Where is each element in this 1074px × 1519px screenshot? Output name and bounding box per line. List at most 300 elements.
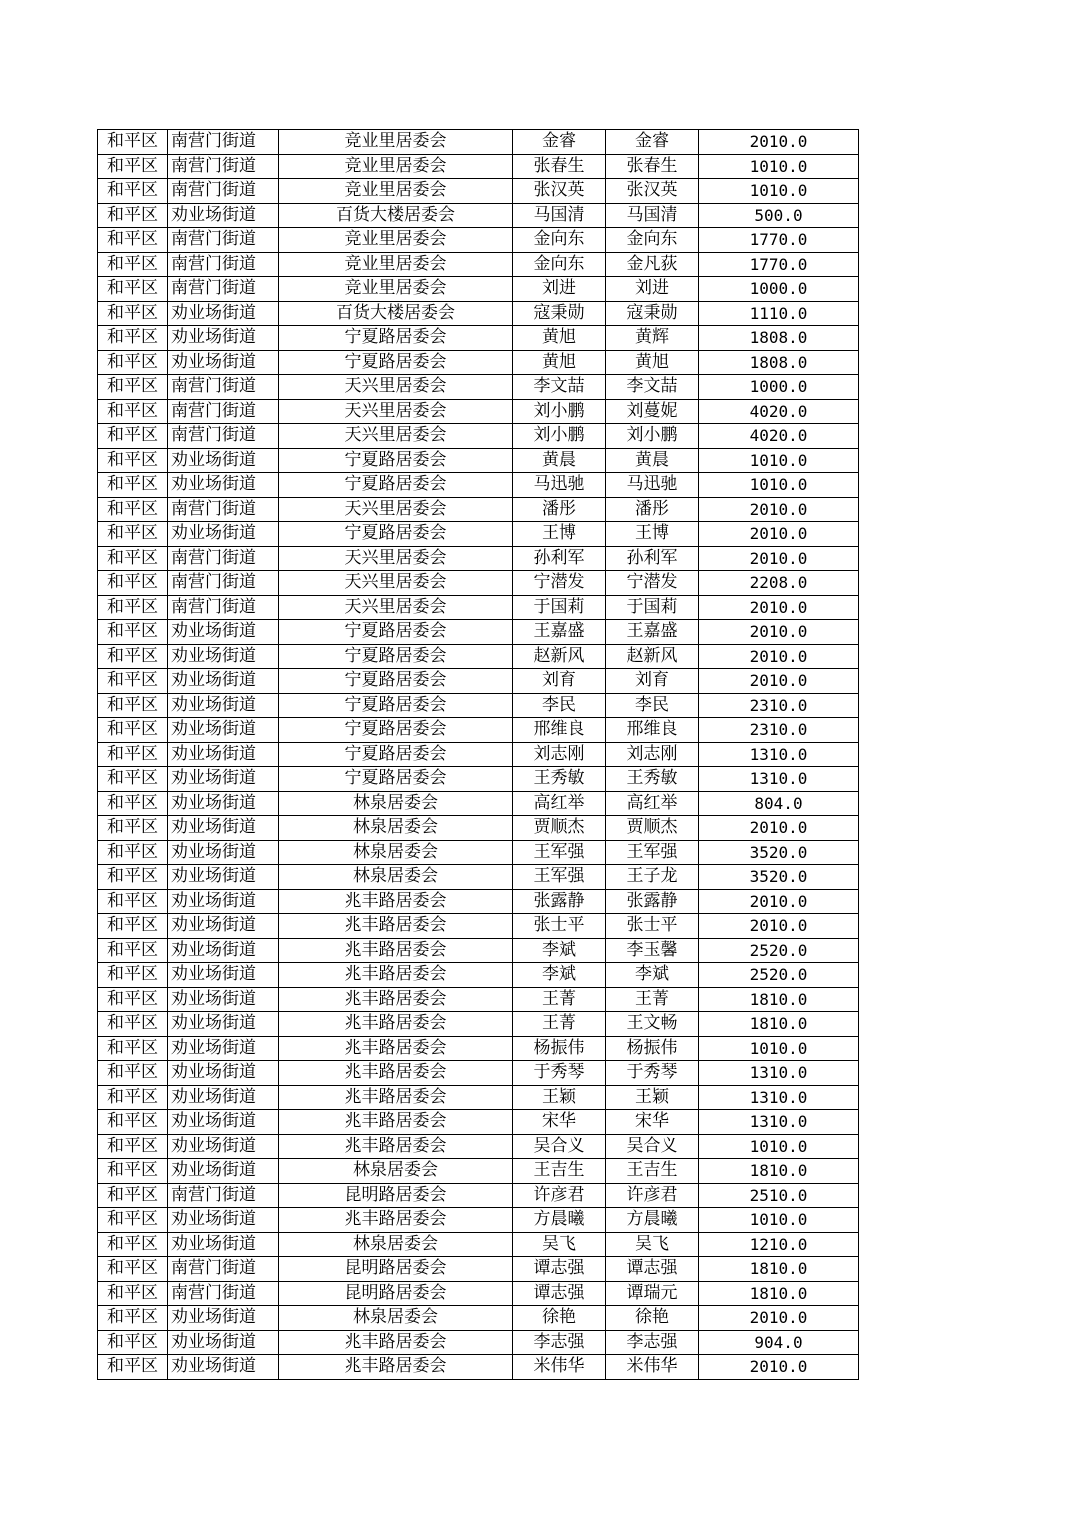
street-cell: 南营门街道 bbox=[168, 154, 279, 179]
household-head-cell: 张露静 bbox=[513, 889, 606, 914]
district-cell: 和平区 bbox=[98, 424, 168, 449]
street-cell: 劝业场街道 bbox=[168, 1232, 279, 1257]
street-cell: 劝业场街道 bbox=[168, 1012, 279, 1037]
table-row bbox=[98, 1281, 859, 1306]
table-row bbox=[98, 1159, 859, 1184]
household-head-cell: 谭志强 bbox=[513, 1281, 606, 1306]
street-cell: 劝业场街道 bbox=[168, 326, 279, 351]
member-name-cell: 马国清 bbox=[606, 203, 699, 228]
household-head-cell: 刘小鹏 bbox=[513, 399, 606, 424]
member-name-cell: 于国莉 bbox=[606, 595, 699, 620]
table-row bbox=[98, 693, 859, 718]
member-name-cell: 黄旭 bbox=[606, 350, 699, 375]
amount-cell: 2010.0 bbox=[699, 497, 859, 522]
street-cell: 劝业场街道 bbox=[168, 1208, 279, 1233]
street-cell: 南营门街道 bbox=[168, 375, 279, 400]
table-row bbox=[98, 1208, 859, 1233]
member-name-cell: 刘进 bbox=[606, 277, 699, 302]
table-row bbox=[98, 130, 859, 155]
household-head-cell: 吴合义 bbox=[513, 1134, 606, 1159]
committee-cell: 天兴里居委会 bbox=[279, 546, 513, 571]
district-cell: 和平区 bbox=[98, 767, 168, 792]
committee-cell: 宁夏路居委会 bbox=[279, 767, 513, 792]
committee-cell: 昆明路居委会 bbox=[279, 1281, 513, 1306]
table-row bbox=[98, 816, 859, 841]
committee-cell: 林泉居委会 bbox=[279, 840, 513, 865]
street-cell: 劝业场街道 bbox=[168, 301, 279, 326]
household-head-cell: 王菁 bbox=[513, 987, 606, 1012]
committee-cell: 兆丰路居委会 bbox=[279, 938, 513, 963]
household-head-cell: 王博 bbox=[513, 522, 606, 547]
household-head-cell: 张春生 bbox=[513, 154, 606, 179]
committee-cell: 天兴里居委会 bbox=[279, 497, 513, 522]
table-row bbox=[98, 742, 859, 767]
amount-cell: 804.0 bbox=[699, 791, 859, 816]
amount-cell: 2520.0 bbox=[699, 963, 859, 988]
amount-cell: 2010.0 bbox=[699, 1306, 859, 1331]
amount-cell: 3520.0 bbox=[699, 865, 859, 890]
amount-cell: 3520.0 bbox=[699, 840, 859, 865]
committee-cell: 昆明路居委会 bbox=[279, 1183, 513, 1208]
committee-cell: 天兴里居委会 bbox=[279, 375, 513, 400]
committee-cell: 林泉居委会 bbox=[279, 1232, 513, 1257]
committee-cell: 兆丰路居委会 bbox=[279, 1134, 513, 1159]
table-row bbox=[98, 179, 859, 204]
committee-cell: 宁夏路居委会 bbox=[279, 693, 513, 718]
amount-cell: 2010.0 bbox=[699, 546, 859, 571]
table-row bbox=[98, 669, 859, 694]
household-head-cell: 李斌 bbox=[513, 938, 606, 963]
amount-cell: 1810.0 bbox=[699, 1257, 859, 1282]
amount-cell: 2310.0 bbox=[699, 718, 859, 743]
district-cell: 和平区 bbox=[98, 1208, 168, 1233]
member-name-cell: 王文畅 bbox=[606, 1012, 699, 1037]
table-row bbox=[98, 571, 859, 596]
member-name-cell: 于秀琴 bbox=[606, 1061, 699, 1086]
member-name-cell: 高红举 bbox=[606, 791, 699, 816]
street-cell: 劝业场街道 bbox=[168, 840, 279, 865]
household-head-cell: 潘彤 bbox=[513, 497, 606, 522]
district-cell: 和平区 bbox=[98, 1232, 168, 1257]
amount-cell: 1310.0 bbox=[699, 767, 859, 792]
district-cell: 和平区 bbox=[98, 1306, 168, 1331]
member-name-cell: 王子龙 bbox=[606, 865, 699, 890]
district-cell: 和平区 bbox=[98, 1183, 168, 1208]
table-row bbox=[98, 1085, 859, 1110]
street-cell: 南营门街道 bbox=[168, 130, 279, 155]
committee-cell: 兆丰路居委会 bbox=[279, 1355, 513, 1380]
household-head-cell: 许彦君 bbox=[513, 1183, 606, 1208]
street-cell: 劝业场街道 bbox=[168, 987, 279, 1012]
amount-cell: 1010.0 bbox=[699, 1036, 859, 1061]
street-cell: 劝业场街道 bbox=[168, 1355, 279, 1380]
household-head-cell: 于国莉 bbox=[513, 595, 606, 620]
committee-cell: 天兴里居委会 bbox=[279, 399, 513, 424]
district-cell: 和平区 bbox=[98, 571, 168, 596]
district-cell: 和平区 bbox=[98, 791, 168, 816]
household-head-cell: 米伟华 bbox=[513, 1355, 606, 1380]
member-name-cell: 刘育 bbox=[606, 669, 699, 694]
member-name-cell: 金向东 bbox=[606, 228, 699, 253]
member-name-cell: 王秀敏 bbox=[606, 767, 699, 792]
household-head-cell: 于秀琴 bbox=[513, 1061, 606, 1086]
committee-cell: 宁夏路居委会 bbox=[279, 326, 513, 351]
household-head-cell: 吴飞 bbox=[513, 1232, 606, 1257]
member-name-cell: 徐艳 bbox=[606, 1306, 699, 1331]
district-cell: 和平区 bbox=[98, 326, 168, 351]
household-head-cell: 赵新风 bbox=[513, 644, 606, 669]
committee-cell: 竞业里居委会 bbox=[279, 154, 513, 179]
table-row bbox=[98, 473, 859, 498]
committee-cell: 兆丰路居委会 bbox=[279, 1012, 513, 1037]
member-name-cell: 宋华 bbox=[606, 1110, 699, 1135]
district-cell: 和平区 bbox=[98, 179, 168, 204]
street-cell: 劝业场街道 bbox=[168, 1110, 279, 1135]
amount-cell: 1010.0 bbox=[699, 473, 859, 498]
street-cell: 劝业场街道 bbox=[168, 914, 279, 939]
committee-cell: 竞业里居委会 bbox=[279, 277, 513, 302]
street-cell: 南营门街道 bbox=[168, 1281, 279, 1306]
member-name-cell: 贾顺杰 bbox=[606, 816, 699, 841]
amount-cell: 2208.0 bbox=[699, 571, 859, 596]
amount-cell: 1000.0 bbox=[699, 375, 859, 400]
member-name-cell: 赵新风 bbox=[606, 644, 699, 669]
amount-cell: 2010.0 bbox=[699, 522, 859, 547]
table-row bbox=[98, 938, 859, 963]
street-cell: 劝业场街道 bbox=[168, 791, 279, 816]
street-cell: 南营门街道 bbox=[168, 252, 279, 277]
district-cell: 和平区 bbox=[98, 938, 168, 963]
amount-cell: 2510.0 bbox=[699, 1183, 859, 1208]
amount-cell: 2010.0 bbox=[699, 669, 859, 694]
street-cell: 劝业场街道 bbox=[168, 889, 279, 914]
district-cell: 和平区 bbox=[98, 595, 168, 620]
district-cell: 和平区 bbox=[98, 669, 168, 694]
table-row bbox=[98, 424, 859, 449]
household-head-cell: 邢维良 bbox=[513, 718, 606, 743]
table-row bbox=[98, 546, 859, 571]
amount-cell: 2010.0 bbox=[699, 595, 859, 620]
household-head-cell: 王嘉盛 bbox=[513, 620, 606, 645]
member-name-cell: 张露静 bbox=[606, 889, 699, 914]
amount-cell: 2010.0 bbox=[699, 620, 859, 645]
household-head-cell: 王颖 bbox=[513, 1085, 606, 1110]
member-name-cell: 米伟华 bbox=[606, 1355, 699, 1380]
committee-cell: 宁夏路居委会 bbox=[279, 522, 513, 547]
district-cell: 和平区 bbox=[98, 693, 168, 718]
street-cell: 劝业场街道 bbox=[168, 1134, 279, 1159]
member-name-cell: 张士平 bbox=[606, 914, 699, 939]
household-head-cell: 徐艳 bbox=[513, 1306, 606, 1331]
district-cell: 和平区 bbox=[98, 914, 168, 939]
member-name-cell: 张汉英 bbox=[606, 179, 699, 204]
committee-cell: 竞业里居委会 bbox=[279, 179, 513, 204]
street-cell: 劝业场街道 bbox=[168, 620, 279, 645]
street-cell: 劝业场街道 bbox=[168, 865, 279, 890]
street-cell: 南营门街道 bbox=[168, 424, 279, 449]
member-name-cell: 刘小鹏 bbox=[606, 424, 699, 449]
table-row bbox=[98, 1036, 859, 1061]
district-cell: 和平区 bbox=[98, 301, 168, 326]
household-head-cell: 贾顺杰 bbox=[513, 816, 606, 841]
household-head-cell: 马国清 bbox=[513, 203, 606, 228]
household-head-cell: 黄旭 bbox=[513, 350, 606, 375]
street-cell: 劝业场街道 bbox=[168, 448, 279, 473]
street-cell: 南营门街道 bbox=[168, 546, 279, 571]
district-cell: 和平区 bbox=[98, 987, 168, 1012]
district-cell: 和平区 bbox=[98, 130, 168, 155]
committee-cell: 宁夏路居委会 bbox=[279, 718, 513, 743]
committee-cell: 兆丰路居委会 bbox=[279, 1110, 513, 1135]
committee-cell: 百货大楼居委会 bbox=[279, 301, 513, 326]
member-name-cell: 许彦君 bbox=[606, 1183, 699, 1208]
district-cell: 和平区 bbox=[98, 644, 168, 669]
table-row bbox=[98, 1012, 859, 1037]
household-head-cell: 王菁 bbox=[513, 1012, 606, 1037]
committee-cell: 宁夏路居委会 bbox=[279, 620, 513, 645]
committee-cell: 林泉居委会 bbox=[279, 816, 513, 841]
amount-cell: 1010.0 bbox=[699, 1208, 859, 1233]
amount-cell: 1310.0 bbox=[699, 1085, 859, 1110]
member-name-cell: 李民 bbox=[606, 693, 699, 718]
committee-cell: 天兴里居委会 bbox=[279, 595, 513, 620]
committee-cell: 宁夏路居委会 bbox=[279, 742, 513, 767]
street-cell: 南营门街道 bbox=[168, 399, 279, 424]
committee-cell: 兆丰路居委会 bbox=[279, 987, 513, 1012]
member-name-cell: 李志强 bbox=[606, 1330, 699, 1355]
amount-cell: 1310.0 bbox=[699, 1061, 859, 1086]
committee-cell: 兆丰路居委会 bbox=[279, 889, 513, 914]
amount-cell: 1810.0 bbox=[699, 987, 859, 1012]
table-row bbox=[98, 620, 859, 645]
district-cell: 和平区 bbox=[98, 350, 168, 375]
member-name-cell: 李斌 bbox=[606, 963, 699, 988]
street-cell: 劝业场街道 bbox=[168, 1061, 279, 1086]
street-cell: 劝业场街道 bbox=[168, 203, 279, 228]
district-cell: 和平区 bbox=[98, 1281, 168, 1306]
member-name-cell: 潘彤 bbox=[606, 497, 699, 522]
amount-cell: 1810.0 bbox=[699, 1281, 859, 1306]
amount-cell: 1000.0 bbox=[699, 277, 859, 302]
member-name-cell: 王军强 bbox=[606, 840, 699, 865]
table-row bbox=[98, 522, 859, 547]
amount-cell: 1010.0 bbox=[699, 179, 859, 204]
district-cell: 和平区 bbox=[98, 228, 168, 253]
street-cell: 劝业场街道 bbox=[168, 938, 279, 963]
district-cell: 和平区 bbox=[98, 963, 168, 988]
amount-cell: 500.0 bbox=[699, 203, 859, 228]
amount-cell: 2010.0 bbox=[699, 1355, 859, 1380]
table-row bbox=[98, 1110, 859, 1135]
table-row bbox=[98, 865, 859, 890]
district-cell: 和平区 bbox=[98, 1012, 168, 1037]
amount-cell: 1810.0 bbox=[699, 1012, 859, 1037]
household-head-cell: 王军强 bbox=[513, 840, 606, 865]
amount-cell: 2010.0 bbox=[699, 816, 859, 841]
amount-cell: 1310.0 bbox=[699, 742, 859, 767]
member-name-cell: 王吉生 bbox=[606, 1159, 699, 1184]
amount-cell: 1808.0 bbox=[699, 326, 859, 351]
member-name-cell: 王嘉盛 bbox=[606, 620, 699, 645]
committee-cell: 天兴里居委会 bbox=[279, 571, 513, 596]
street-cell: 劝业场街道 bbox=[168, 1306, 279, 1331]
table-row bbox=[98, 1183, 859, 1208]
district-cell: 和平区 bbox=[98, 1036, 168, 1061]
member-name-cell: 黄晨 bbox=[606, 448, 699, 473]
street-cell: 劝业场街道 bbox=[168, 1159, 279, 1184]
member-name-cell: 杨振伟 bbox=[606, 1036, 699, 1061]
district-cell: 和平区 bbox=[98, 1159, 168, 1184]
committee-cell: 宁夏路居委会 bbox=[279, 473, 513, 498]
table-row bbox=[98, 1061, 859, 1086]
committee-cell: 竞业里居委会 bbox=[279, 252, 513, 277]
amount-cell: 2520.0 bbox=[699, 938, 859, 963]
household-head-cell: 谭志强 bbox=[513, 1257, 606, 1282]
district-cell: 和平区 bbox=[98, 718, 168, 743]
household-head-cell: 金向东 bbox=[513, 252, 606, 277]
committee-cell: 宁夏路居委会 bbox=[279, 448, 513, 473]
table-row bbox=[98, 326, 859, 351]
table-row bbox=[98, 963, 859, 988]
district-cell: 和平区 bbox=[98, 1257, 168, 1282]
amount-cell: 4020.0 bbox=[699, 399, 859, 424]
street-cell: 劝业场街道 bbox=[168, 718, 279, 743]
table-row bbox=[98, 350, 859, 375]
table-row bbox=[98, 595, 859, 620]
committee-cell: 宁夏路居委会 bbox=[279, 350, 513, 375]
household-head-cell: 马迅驰 bbox=[513, 473, 606, 498]
district-cell: 和平区 bbox=[98, 1330, 168, 1355]
member-name-cell: 刘志刚 bbox=[606, 742, 699, 767]
table-row bbox=[98, 277, 859, 302]
committee-cell: 竞业里居委会 bbox=[279, 228, 513, 253]
committee-cell: 兆丰路居委会 bbox=[279, 1085, 513, 1110]
member-name-cell: 邢维良 bbox=[606, 718, 699, 743]
committee-cell: 兆丰路居委会 bbox=[279, 1208, 513, 1233]
amount-cell: 2010.0 bbox=[699, 889, 859, 914]
member-name-cell: 李玉馨 bbox=[606, 938, 699, 963]
street-cell: 劝业场街道 bbox=[168, 767, 279, 792]
household-head-cell: 宋华 bbox=[513, 1110, 606, 1135]
committee-cell: 兆丰路居委会 bbox=[279, 1036, 513, 1061]
household-head-cell: 刘进 bbox=[513, 277, 606, 302]
table-row bbox=[98, 301, 859, 326]
member-name-cell: 马迅驰 bbox=[606, 473, 699, 498]
street-cell: 南营门街道 bbox=[168, 595, 279, 620]
street-cell: 劝业场街道 bbox=[168, 350, 279, 375]
table-row bbox=[98, 914, 859, 939]
amount-cell: 1010.0 bbox=[699, 1134, 859, 1159]
table-row bbox=[98, 1257, 859, 1282]
household-head-cell: 李文喆 bbox=[513, 375, 606, 400]
committee-cell: 宁夏路居委会 bbox=[279, 669, 513, 694]
street-cell: 劝业场街道 bbox=[168, 473, 279, 498]
household-head-cell: 金向东 bbox=[513, 228, 606, 253]
committee-cell: 兆丰路居委会 bbox=[279, 1330, 513, 1355]
member-name-cell: 方晨曦 bbox=[606, 1208, 699, 1233]
member-name-cell: 黄辉 bbox=[606, 326, 699, 351]
amount-cell: 2010.0 bbox=[699, 130, 859, 155]
member-name-cell: 吴合义 bbox=[606, 1134, 699, 1159]
household-head-cell: 李志强 bbox=[513, 1330, 606, 1355]
amount-cell: 1010.0 bbox=[699, 448, 859, 473]
table-row bbox=[98, 1134, 859, 1159]
amount-cell: 904.0 bbox=[699, 1330, 859, 1355]
committee-cell: 天兴里居委会 bbox=[279, 424, 513, 449]
table-row bbox=[98, 252, 859, 277]
amount-cell: 1310.0 bbox=[699, 1110, 859, 1135]
household-head-cell: 寇秉勋 bbox=[513, 301, 606, 326]
table-row bbox=[98, 840, 859, 865]
table-row bbox=[98, 987, 859, 1012]
district-cell: 和平区 bbox=[98, 742, 168, 767]
member-name-cell: 寇秉勋 bbox=[606, 301, 699, 326]
district-cell: 和平区 bbox=[98, 1110, 168, 1135]
table-row bbox=[98, 203, 859, 228]
amount-cell: 1770.0 bbox=[699, 228, 859, 253]
district-cell: 和平区 bbox=[98, 399, 168, 424]
member-name-cell: 谭瑞元 bbox=[606, 1281, 699, 1306]
member-name-cell: 宁潜发 bbox=[606, 571, 699, 596]
district-cell: 和平区 bbox=[98, 473, 168, 498]
table-row bbox=[98, 1306, 859, 1331]
household-head-cell: 王军强 bbox=[513, 865, 606, 890]
amount-cell: 1010.0 bbox=[699, 154, 859, 179]
table-row bbox=[98, 889, 859, 914]
household-head-cell: 张士平 bbox=[513, 914, 606, 939]
amount-cell: 1770.0 bbox=[699, 252, 859, 277]
street-cell: 劝业场街道 bbox=[168, 693, 279, 718]
district-cell: 和平区 bbox=[98, 448, 168, 473]
amount-cell: 2010.0 bbox=[699, 914, 859, 939]
table-row bbox=[98, 375, 859, 400]
household-head-cell: 宁潜发 bbox=[513, 571, 606, 596]
member-name-cell: 吴飞 bbox=[606, 1232, 699, 1257]
data-table bbox=[97, 129, 859, 1380]
amount-cell: 1808.0 bbox=[699, 350, 859, 375]
household-head-cell: 李民 bbox=[513, 693, 606, 718]
member-name-cell: 金凡荻 bbox=[606, 252, 699, 277]
table-row bbox=[98, 1330, 859, 1355]
household-head-cell: 刘育 bbox=[513, 669, 606, 694]
household-head-cell: 刘志刚 bbox=[513, 742, 606, 767]
table-row bbox=[98, 644, 859, 669]
district-cell: 和平区 bbox=[98, 1134, 168, 1159]
member-name-cell: 王菁 bbox=[606, 987, 699, 1012]
household-head-cell: 黄晨 bbox=[513, 448, 606, 473]
committee-cell: 昆明路居委会 bbox=[279, 1257, 513, 1282]
district-cell: 和平区 bbox=[98, 620, 168, 645]
household-head-cell: 孙利军 bbox=[513, 546, 606, 571]
committee-cell: 宁夏路居委会 bbox=[279, 644, 513, 669]
committee-cell: 百货大楼居委会 bbox=[279, 203, 513, 228]
amount-cell: 1110.0 bbox=[699, 301, 859, 326]
table-row bbox=[98, 1355, 859, 1380]
table-row bbox=[98, 767, 859, 792]
amount-cell: 1810.0 bbox=[699, 1159, 859, 1184]
street-cell: 劝业场街道 bbox=[168, 1036, 279, 1061]
district-cell: 和平区 bbox=[98, 497, 168, 522]
committee-cell: 兆丰路居委会 bbox=[279, 963, 513, 988]
household-head-cell: 王吉生 bbox=[513, 1159, 606, 1184]
member-name-cell: 张春生 bbox=[606, 154, 699, 179]
street-cell: 劝业场街道 bbox=[168, 1085, 279, 1110]
table-row bbox=[98, 1232, 859, 1257]
street-cell: 劝业场街道 bbox=[168, 963, 279, 988]
street-cell: 劝业场街道 bbox=[168, 816, 279, 841]
street-cell: 劝业场街道 bbox=[168, 1330, 279, 1355]
street-cell: 劝业场街道 bbox=[168, 669, 279, 694]
